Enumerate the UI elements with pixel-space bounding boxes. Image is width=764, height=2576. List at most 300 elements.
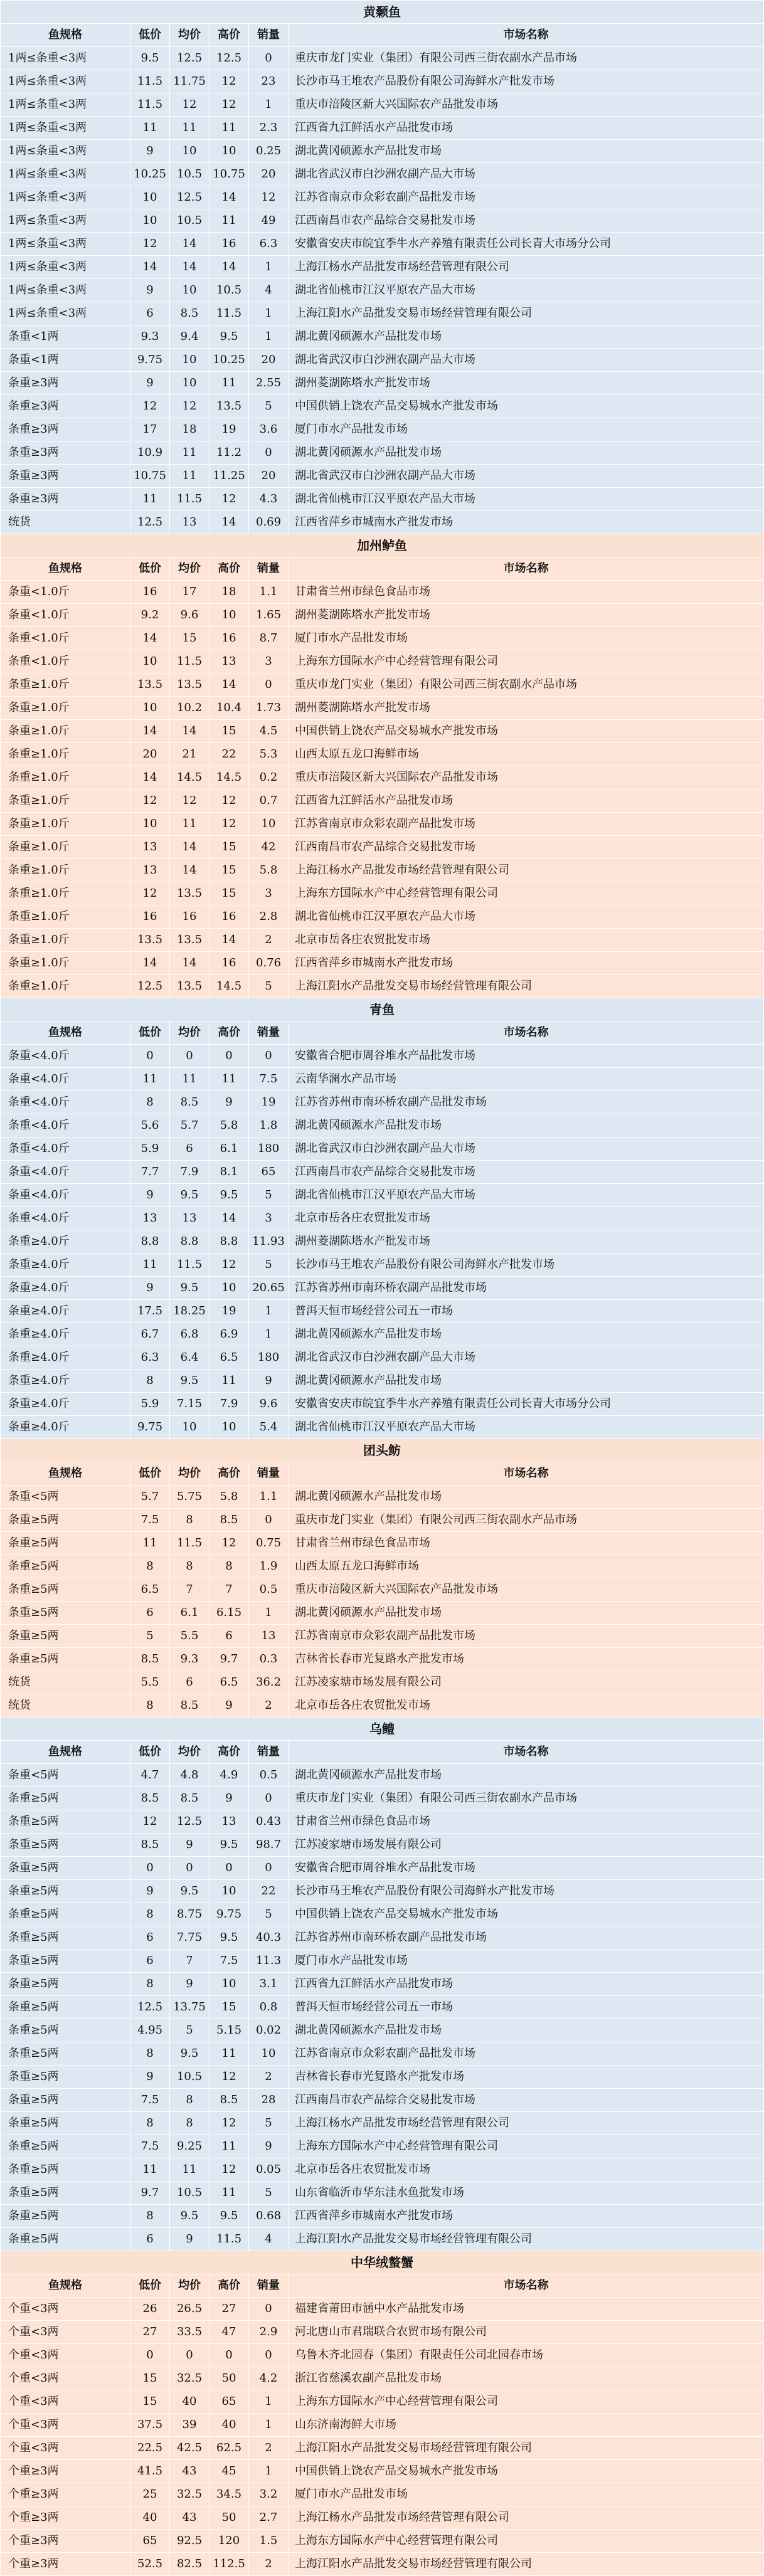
column-header-market: 市场名称 [289,1462,764,1486]
cell-spec: 个重≥3两 [1,2460,130,2483]
cell-volume: 1.73 [249,697,289,720]
section-header-row [1,24,764,47]
table-row [1,766,764,789]
column-header-spec: 鱼规格 [1,1462,130,1486]
cell-low: 37.5 [130,2414,170,2437]
cell-low: 6 [130,1926,170,1950]
cell-avg: 10 [170,279,210,302]
cell-high: 11.2 [210,441,249,465]
cell-avg: 14 [170,720,210,743]
section-title-row [1,1718,764,1741]
cell-market: 湖北黄冈硕源水产品批发市场 [289,1486,764,1509]
cell-volume: 2 [249,1694,289,1718]
section-0 [1,1,764,534]
cell-avg: 10 [170,140,210,163]
cell-low: 8 [130,1903,170,1926]
cell-low: 13.5 [130,673,170,697]
cell-avg: 39 [170,2414,210,2437]
section-title: 乌鳢 [1,1718,764,1741]
cell-high: 10.4 [210,697,249,720]
cell-spec: 条重≥5两 [1,1834,130,1857]
table-row [1,2042,764,2066]
cell-market: 甘肃省兰州市绿色食品市场 [289,1532,764,1555]
table-row [1,140,764,163]
cell-avg: 11.75 [170,70,210,93]
table-row [1,2390,764,2414]
cell-low: 12 [130,395,170,418]
cell-market: 湖北黄冈硕源水产品批发市场 [289,1114,764,1138]
cell-market: 江苏省苏州市南环桥农副产品批发市场 [289,1091,764,1114]
cell-high: 40 [210,2414,249,2437]
table-row [1,2460,764,2483]
cell-volume: 13 [249,1625,289,1648]
cell-low: 4.95 [130,2019,170,2042]
cell-low: 12.5 [130,1996,170,2019]
cell-high: 13.5 [210,395,249,418]
cell-market: 湖北黄冈硕源水产品批发市场 [289,140,764,163]
cell-high: 12.5 [210,47,249,70]
cell-market: 长沙市马王堆农产品股份有限公司海鲜水产批发市场 [289,1880,764,1903]
cell-high: 12 [210,93,249,117]
cell-avg: 5.75 [170,1486,210,1509]
cell-high: 10 [210,1416,249,1439]
cell-spec: 个重≥3两 [1,2483,130,2506]
cell-volume: 5.8 [249,859,289,882]
cell-market: 山西太原五龙口海鲜市场 [289,743,764,766]
cell-low: 8 [130,2042,170,2066]
cell-high: 14 [210,511,249,534]
cell-volume: 5 [249,2182,289,2205]
cell-avg: 33.5 [170,2321,210,2344]
cell-volume: 0.76 [249,952,289,975]
cell-avg: 12 [170,93,210,117]
section-title: 黄颡鱼 [1,1,764,24]
cell-volume: 5 [249,2112,289,2135]
cell-low: 12 [130,882,170,905]
cell-spec: 个重<3两 [1,2390,130,2414]
cell-low: 52.5 [130,2553,170,2576]
cell-high: 15 [210,882,249,905]
cell-market: 江苏省南京市众彩农副产品批发市场 [289,186,764,209]
cell-high: 9.7 [210,1648,249,1671]
cell-market: 上海江杨水产品批发市场经营管理有限公司 [289,859,764,882]
cell-spec: 条重≥5两 [1,1810,130,1834]
table-row [1,2321,764,2344]
cell-low: 9 [130,372,170,395]
cell-high: 112.5 [210,2553,249,2576]
cell-spec: 条重≥5两 [1,2066,130,2089]
column-header-high: 高价 [210,2274,249,2298]
cell-high: 12 [210,813,249,836]
cell-market: 湖州菱湖陈塔水产批发市场 [289,372,764,395]
table-row [1,1950,764,1973]
cell-high: 16 [210,952,249,975]
table-row [1,1068,764,1091]
cell-avg: 12.5 [170,1810,210,1834]
cell-low: 15 [130,2390,170,2414]
cell-market: 湖北黄冈硕源水产品批发市场 [289,1602,764,1625]
cell-low: 17 [130,418,170,441]
cell-market: 江西省萍乡市城南水产批发市场 [289,511,764,534]
cell-spec: 条重≥5两 [1,2182,130,2205]
cell-low: 7.5 [130,2135,170,2158]
section-title-row [1,1439,764,1462]
cell-low: 10.9 [130,441,170,465]
cell-volume: 0.68 [249,2205,289,2228]
cell-low: 0 [130,1857,170,1880]
cell-spec: 条重≥1.0斤 [1,929,130,952]
cell-high: 11.5 [210,2228,249,2251]
cell-high: 16 [210,233,249,256]
cell-market: 甘肃省兰州市绿色食品市场 [289,581,764,604]
cell-low: 13 [130,1207,170,1230]
table-row [1,743,764,766]
cell-avg: 14 [170,233,210,256]
table-row [1,650,764,673]
cell-spec: 条重≥5两 [1,2205,130,2228]
cell-avg: 12 [170,395,210,418]
cell-spec: 个重<3两 [1,2437,130,2460]
cell-avg: 9.4 [170,325,210,349]
cell-low: 5.9 [130,1138,170,1161]
cell-volume: 0.02 [249,2019,289,2042]
column-header-spec: 鱼规格 [1,557,130,581]
cell-avg: 21 [170,743,210,766]
cell-avg: 18 [170,418,210,441]
table-row [1,1903,764,1926]
section-header-row [1,1021,764,1045]
cell-avg: 12 [170,789,210,813]
cell-avg: 10.2 [170,697,210,720]
cell-high: 65 [210,2390,249,2414]
cell-avg: 10.5 [170,209,210,233]
table-row [1,186,764,209]
cell-market: 福建省莆田市涵中水产品批发市场 [289,2298,764,2321]
cell-volume: 1 [249,1602,289,1625]
cell-market: 上海江阳水产品批发交易市场经营管理有限公司 [289,2553,764,2576]
cell-volume: 19 [249,1091,289,1114]
cell-volume: 0 [249,673,289,697]
cell-market: 重庆市龙门实业（集团）有限公司西三街农副水产品市场 [289,673,764,697]
section-header-row [1,2274,764,2298]
cell-avg: 10.5 [170,2182,210,2205]
cell-avg: 14 [170,256,210,279]
cell-spec: 1两≤条重<3两 [1,140,130,163]
table-row [1,1161,764,1184]
cell-market: 普洱天恒市场经营公司五一市场 [289,1300,764,1323]
cell-low: 8 [130,1694,170,1718]
cell-spec: 条重≥5两 [1,2042,130,2066]
cell-low: 8 [130,1555,170,1578]
cell-high: 15 [210,859,249,882]
cell-market: 湖北省仙桃市江汉平原农产品大市场 [289,488,764,511]
table-row [1,905,764,929]
cell-avg: 11 [170,117,210,140]
cell-market: 江西省萍乡市城南水产批发市场 [289,2205,764,2228]
cell-low: 10 [130,650,170,673]
table-row [1,2089,764,2112]
column-header-volume: 销量 [249,1741,289,1764]
cell-spec: 1两≤条重<3两 [1,163,130,186]
cell-avg: 8.5 [170,1091,210,1114]
cell-avg: 26.5 [170,2298,210,2321]
cell-avg: 7 [170,1578,210,1602]
table-row [1,1416,764,1439]
cell-market: 重庆市龙门实业（集团）有限公司西三街农副水产品市场 [289,1787,764,1810]
cell-market: 上海东方国际水产中心经营管理有限公司 [289,650,764,673]
cell-market: 中国供销上饶农产品交易城水产批发市场 [289,720,764,743]
cell-spec: 个重<3两 [1,2298,130,2321]
cell-market: 上海江阳水产品批发交易市场经营管理有限公司 [289,2437,764,2460]
cell-spec: 条重≥5两 [1,1555,130,1578]
cell-market: 江西南昌市农产品综合交易批发市场 [289,209,764,233]
cell-spec: 条重≥4.0斤 [1,1300,130,1323]
cell-volume: 11.93 [249,1230,289,1254]
cell-avg: 0 [170,2344,210,2367]
cell-low: 11 [130,1254,170,1277]
cell-spec: 个重<3两 [1,2344,130,2367]
cell-high: 11 [210,117,249,140]
cell-spec: 条重<1.0斤 [1,650,130,673]
cell-high: 8.8 [210,1230,249,1254]
cell-market: 云南华澜水产品市场 [289,1068,764,1091]
cell-spec: 条重≥3两 [1,488,130,511]
cell-market: 重庆市龙门实业（集团）有限公司西三街农副水产品市场 [289,47,764,70]
cell-market: 安徽省合肥市周谷堆水产品批发市场 [289,1857,764,1880]
table-row [1,1184,764,1207]
cell-low: 9.75 [130,1416,170,1439]
cell-volume: 1.1 [249,581,289,604]
cell-low: 7.7 [130,1161,170,1184]
cell-high: 12 [210,70,249,93]
cell-volume: 0.8 [249,1996,289,2019]
cell-spec: 条重<1.0斤 [1,581,130,604]
cell-low: 0 [130,2344,170,2367]
cell-market: 上海东方国际水产中心经营管理有限公司 [289,2390,764,2414]
cell-spec: 条重≥5两 [1,1973,130,1996]
table-row [1,325,764,349]
cell-low: 8 [130,1370,170,1393]
section-title: 青鱼 [1,998,764,1021]
cell-spec: 条重≥3两 [1,465,130,488]
cell-avg: 14.5 [170,766,210,789]
cell-spec: 1两≤条重<3两 [1,302,130,325]
cell-avg: 8.5 [170,1787,210,1810]
cell-spec: 条重≥5两 [1,1578,130,1602]
cell-low: 8.5 [130,1648,170,1671]
cell-volume: 3.6 [249,418,289,441]
cell-volume: 0 [249,1857,289,1880]
section-3 [1,1439,764,1718]
cell-high: 7 [210,1578,249,1602]
cell-volume: 49 [249,209,289,233]
cell-high: 15 [210,836,249,859]
cell-high: 11 [210,2135,249,2158]
cell-market: 重庆市龙门实业（集团）有限公司西三街农副水产品市场 [289,1509,764,1532]
cell-spec: 条重<1两 [1,349,130,372]
section-header-row [1,1741,764,1764]
cell-high: 0 [210,1045,249,1068]
cell-high: 34.5 [210,2483,249,2506]
cell-low: 8 [130,1973,170,1996]
cell-volume: 20 [249,163,289,186]
cell-avg: 11 [170,813,210,836]
cell-volume: 3 [249,882,289,905]
cell-spec: 1两≤条重<3两 [1,47,130,70]
cell-avg: 10.5 [170,2066,210,2089]
cell-spec: 条重<1.0斤 [1,627,130,650]
cell-market: 中国供销上饶农产品交易城水产批发市场 [289,2460,764,2483]
cell-spec: 条重≥1.0斤 [1,720,130,743]
column-header-volume: 销量 [249,1462,289,1486]
table-row [1,2437,764,2460]
cell-low: 27 [130,2321,170,2344]
cell-low: 9 [130,279,170,302]
cell-low: 12 [130,789,170,813]
cell-low: 11 [130,1532,170,1555]
cell-low: 16 [130,905,170,929]
table-row [1,604,764,627]
table-row [1,2298,764,2321]
cell-avg: 14 [170,836,210,859]
cell-high: 12 [210,2158,249,2182]
table-row [1,1880,764,1903]
cell-low: 6.7 [130,1323,170,1346]
table-row [1,395,764,418]
cell-avg: 4.8 [170,1764,210,1787]
cell-volume: 0 [249,441,289,465]
cell-spec: 条重≥4.0斤 [1,1416,130,1439]
cell-high: 9 [210,1091,249,1114]
column-header-high: 高价 [210,1741,249,1764]
table-row [1,93,764,117]
cell-low: 10 [130,209,170,233]
cell-spec: 条重≥1.0斤 [1,882,130,905]
cell-high: 14.5 [210,766,249,789]
cell-avg: 14 [170,952,210,975]
table-row [1,1648,764,1671]
cell-low: 10 [130,813,170,836]
cell-low: 11 [130,117,170,140]
section-title-row [1,1,764,24]
cell-low: 6 [130,302,170,325]
cell-low: 8 [130,2205,170,2228]
cell-low: 20 [130,743,170,766]
table-row [1,2367,764,2390]
column-header-market: 市场名称 [289,24,764,47]
cell-avg: 9 [170,2228,210,2251]
table-row [1,418,764,441]
cell-low: 11 [130,1068,170,1091]
cell-volume: 0 [249,2298,289,2321]
cell-avg: 9.25 [170,2135,210,2158]
cell-spec: 条重≥3两 [1,372,130,395]
cell-volume: 2 [249,2553,289,2576]
cell-avg: 8 [170,1555,210,1578]
cell-high: 9.5 [210,325,249,349]
section-1 [1,534,764,998]
cell-high: 18 [210,581,249,604]
cell-low: 8 [130,1091,170,1114]
table-row [1,1996,764,2019]
column-header-spec: 鱼规格 [1,24,130,47]
cell-spec: 条重≥5两 [1,2228,130,2251]
cell-avg: 17 [170,581,210,604]
cell-avg: 6 [170,1671,210,1694]
cell-market: 江西南昌市农产品综合交易批发市场 [289,2089,764,2112]
cell-volume: 10 [249,2042,289,2066]
cell-market: 湖北黄冈硕源水产品批发市场 [289,1764,764,1787]
cell-market: 湖北黄冈硕源水产品批发市场 [289,1370,764,1393]
cell-volume: 2 [249,2066,289,2089]
cell-low: 9.5 [130,47,170,70]
cell-low: 9 [130,1277,170,1300]
cell-spec: 1两≤条重<3两 [1,93,130,117]
cell-low: 10 [130,697,170,720]
cell-volume: 1 [249,2390,289,2414]
table-row [1,2344,764,2367]
cell-low: 10.25 [130,163,170,186]
cell-spec: 条重≥1.0斤 [1,952,130,975]
cell-high: 50 [210,2367,249,2390]
cell-avg: 9 [170,1973,210,1996]
cell-low: 9 [130,2066,170,2089]
cell-volume: 36.2 [249,1671,289,1694]
cell-avg: 13 [170,511,210,534]
cell-avg: 9.5 [170,2042,210,2066]
cell-spec: 1两≤条重<3两 [1,70,130,93]
column-header-market: 市场名称 [289,2274,764,2298]
cell-market: 山西太原五龙口海鲜市场 [289,1555,764,1578]
cell-avg: 16 [170,905,210,929]
cell-low: 25 [130,2483,170,2506]
cell-spec: 条重≥1.0斤 [1,859,130,882]
table-row [1,2553,764,2576]
cell-spec: 条重≥5两 [1,2112,130,2135]
cell-low: 41.5 [130,2460,170,2483]
cell-spec: 条重<4.0斤 [1,1091,130,1114]
cell-avg: 8 [170,1509,210,1532]
cell-volume: 1 [249,2414,289,2437]
cell-spec: 条重≥5两 [1,1532,130,1555]
cell-volume: 180 [249,1346,289,1370]
cell-volume: 180 [249,1138,289,1161]
column-header-spec: 鱼规格 [1,1021,130,1045]
cell-market: 江西省九江鲜活水产品批发市场 [289,1973,764,1996]
cell-market: 湖北黄冈硕源水产品批发市场 [289,441,764,465]
cell-market: 湖北省仙桃市江汉平原农产品大市场 [289,1184,764,1207]
cell-avg: 13.5 [170,975,210,998]
table-row [1,1694,764,1718]
table-row [1,1091,764,1114]
cell-low: 12 [130,1810,170,1834]
cell-volume: 0.2 [249,766,289,789]
cell-volume: 0.43 [249,1810,289,1834]
table-row [1,627,764,650]
cell-avg: 15 [170,627,210,650]
cell-spec: 1两≤条重<3两 [1,186,130,209]
cell-avg: 10 [170,349,210,372]
cell-market: 江西省九江鲜活水产品批发市场 [289,789,764,813]
cell-volume: 98.7 [249,1834,289,1857]
column-header-spec: 鱼规格 [1,1741,130,1764]
cell-volume: 20.65 [249,1277,289,1300]
cell-market: 山东省临沂市华东洼水鱼批发市场 [289,2182,764,2205]
cell-market: 中国供销上饶农产品交易城水产批发市场 [289,395,764,418]
cell-avg: 9.5 [170,1277,210,1300]
table-row [1,2205,764,2228]
cell-low: 5.6 [130,1114,170,1138]
